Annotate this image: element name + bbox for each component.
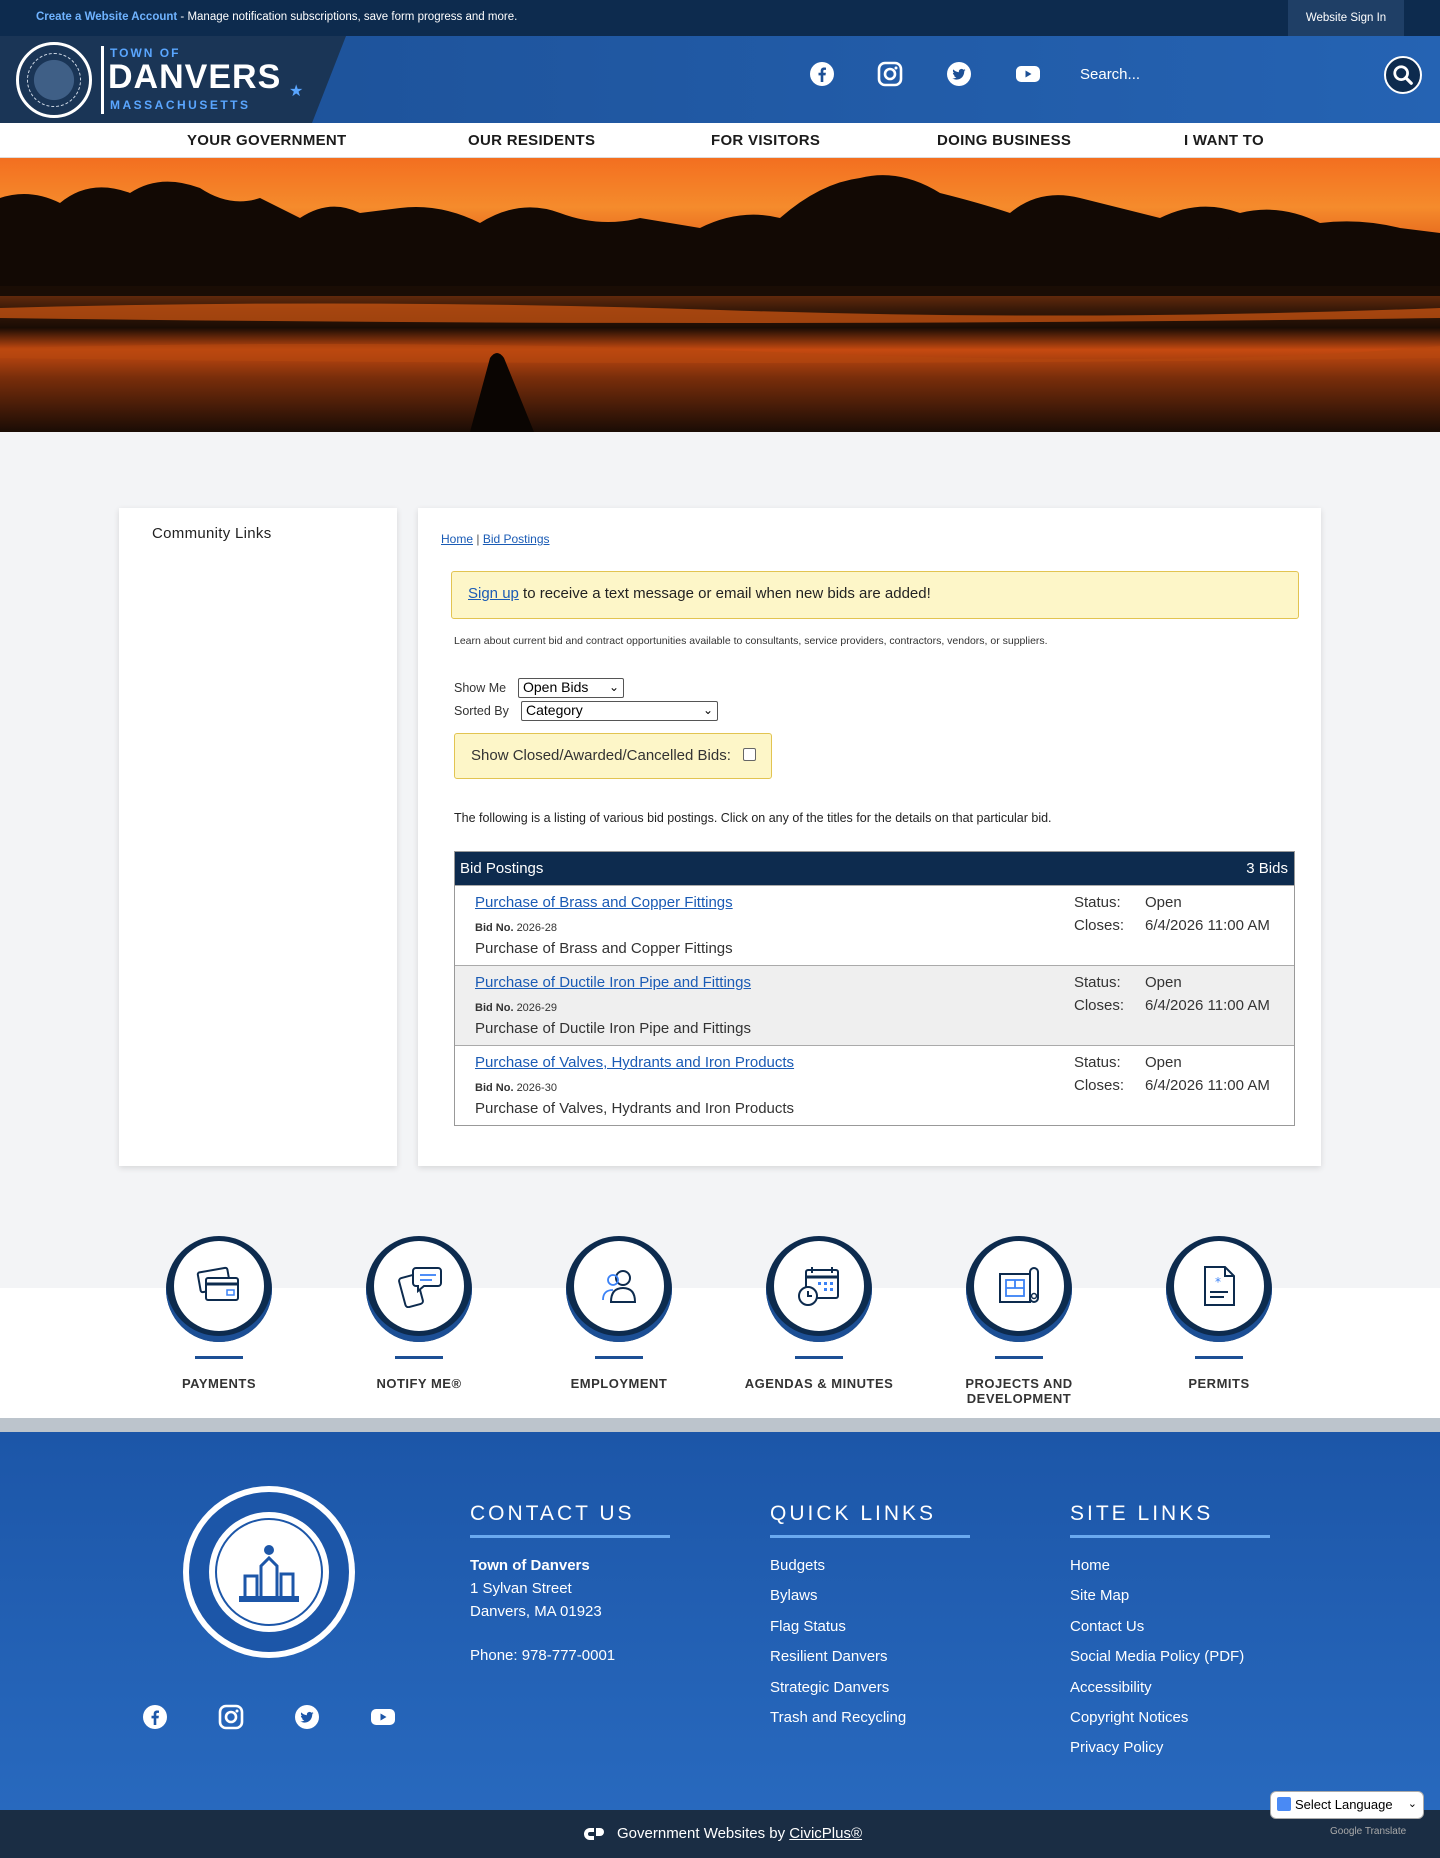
document-icon	[1199, 1264, 1239, 1308]
bid-number-label: Bid No.	[475, 1082, 514, 1094]
google-translate-icon	[1277, 1797, 1291, 1811]
quick-link-label: PAYMENTS	[181, 1376, 257, 1391]
breadcrumb	[441, 532, 550, 546]
contact-underline	[470, 1535, 670, 1538]
town-seal-icon	[16, 42, 92, 118]
quick-link-projects-development[interactable]	[919, 1236, 1119, 1406]
people-icon	[597, 1266, 641, 1306]
quick-link-bar	[1195, 1356, 1243, 1359]
contact-heading: CONTACT US	[470, 1502, 635, 1525]
intro-text: Learn about current bid and contract opportunities available to consultants, service providers, contractors, vendors, or suppliers.	[454, 635, 1048, 647]
sidebar-title: Community Links	[152, 525, 272, 542]
quick-link-bar	[795, 1356, 843, 1359]
youtube-icon[interactable]	[370, 1704, 396, 1730]
listing-description: The following is a listing of various bid postings. Click on any of the titles for the details on that particular bid.	[454, 811, 1052, 825]
bid-title-link[interactable]: Purchase of Ductile Iron Pipe and Fittings	[475, 974, 751, 991]
government-websites-credit	[617, 1825, 862, 1842]
site-logo[interactable]	[0, 36, 312, 123]
logo-town-name: DANVERS	[108, 58, 282, 96]
status-label: Status:	[1074, 1054, 1121, 1071]
footer-link-accessibility[interactable]: Accessibility	[1070, 1679, 1152, 1696]
footer-link-social-media-policy[interactable]: Social Media Policy (PDF)	[1070, 1648, 1245, 1665]
nav-your-government[interactable]: YOUR GOVERNMENT	[187, 132, 347, 149]
bid-number-value: 2026-28	[516, 922, 557, 934]
language-select[interactable]	[1270, 1791, 1424, 1819]
sidebar	[119, 508, 397, 1166]
google-translate-credit: Google Translate	[1330, 1826, 1407, 1837]
quick-link-bar	[595, 1356, 643, 1359]
bid-number-value: 2026-29	[516, 1002, 557, 1014]
sorted-by-value: Category	[526, 702, 583, 718]
contact-phone: Phone: 978-777-0001	[470, 1647, 616, 1664]
nav-doing-business[interactable]: DOING BUSINESS	[937, 132, 1072, 149]
signup-text: to receive a text message or email when new bids are added!	[518, 585, 931, 602]
contact-org: Town of Danvers	[470, 1557, 590, 1574]
section-divider	[0, 1418, 1440, 1432]
youtube-icon[interactable]	[1015, 61, 1041, 87]
quick-link-notify-me[interactable]	[319, 1236, 519, 1391]
show-me-value: Open Bids	[523, 679, 589, 695]
closes-value: 6/4/2026 11:00 AM	[1145, 1077, 1270, 1094]
quick-link-label: NOTIFY ME®	[376, 1376, 462, 1391]
nav-our-residents[interactable]: OUR RESIDENTS	[468, 132, 596, 149]
quick-link-label: AGENDAS & MINUTES	[744, 1376, 894, 1391]
footer-link-flag-status[interactable]: Flag Status	[770, 1618, 846, 1635]
nav-i-want-to[interactable]: I WANT TO	[1184, 132, 1264, 149]
quick-link-label: PERMITS	[1188, 1376, 1250, 1391]
chevron-down-icon: ⌄	[702, 703, 713, 717]
bottom-bar	[0, 1810, 1440, 1858]
account-message-text: - Manage notification subscriptions, save form progress and more.	[177, 11, 518, 23]
payment-card-icon	[196, 1266, 242, 1306]
nav-for-visitors[interactable]: FOR VISITORS	[711, 132, 821, 149]
footer-link-contact-us[interactable]: Contact Us	[1070, 1618, 1145, 1635]
instagram-icon[interactable]	[218, 1704, 244, 1730]
footer-link-privacy-policy[interactable]: Privacy Policy	[1070, 1739, 1164, 1756]
create-account-link[interactable]: Create a Website Account	[36, 11, 178, 23]
quick-link-permits[interactable]	[1119, 1236, 1319, 1391]
footer-link-home[interactable]: Home	[1070, 1557, 1111, 1574]
footer-link-budgets[interactable]: Budgets	[770, 1557, 826, 1574]
closes-value: 6/4/2026 11:00 AM	[1145, 917, 1270, 934]
closes-label: Closes:	[1074, 917, 1125, 934]
credit-text: Government Websites by	[617, 1825, 790, 1842]
bid-postings-table	[454, 851, 1295, 1126]
quick-link-circle	[766, 1236, 872, 1342]
signup-notice	[451, 571, 1299, 619]
chevron-down-icon: ⌄	[608, 680, 619, 694]
quick-link-employment[interactable]	[519, 1236, 719, 1391]
status-value: Open	[1145, 894, 1182, 911]
show-closed-label: Show Closed/Awarded/Cancelled Bids:	[471, 747, 731, 764]
bid-number	[475, 922, 557, 934]
quick-link-label: PROJECTS AND DEVELOPMENT	[965, 1376, 1073, 1406]
quick-link-circle	[566, 1236, 672, 1342]
instagram-icon[interactable]	[877, 61, 903, 87]
bid-description: Purchase of Brass and Copper Fittings	[475, 940, 733, 957]
site-links-underline	[1070, 1535, 1270, 1538]
table-row	[455, 965, 1294, 1045]
main-nav	[0, 123, 1440, 158]
quick-link-circle	[366, 1236, 472, 1342]
quick-link-label: EMPLOYMENT	[570, 1376, 668, 1391]
bid-number-label: Bid No.	[475, 922, 514, 934]
footer-link-site-map[interactable]: Site Map	[1070, 1587, 1130, 1604]
logo-state: MASSACHUSETTS	[110, 98, 251, 112]
footer	[0, 1432, 1440, 1810]
status-label: Status:	[1074, 974, 1121, 991]
show-me-select[interactable]	[518, 678, 624, 698]
twitter-icon[interactable]	[946, 61, 972, 87]
breadcrumb-home[interactable]: Home	[441, 532, 474, 546]
facebook-icon[interactable]	[809, 61, 835, 87]
sorted-by-label: Sorted By	[454, 704, 509, 718]
table-row	[455, 885, 1294, 965]
footer-link-bylaws[interactable]: Bylaws	[770, 1587, 818, 1604]
civicplus-logo-icon	[580, 1826, 606, 1842]
contact-street: 1 Sylvan Street	[470, 1580, 572, 1597]
hero-banner-image	[0, 158, 1440, 432]
quick-link-circle	[1166, 1236, 1272, 1342]
status-value: Open	[1145, 1054, 1182, 1071]
quick-link-agendas-minutes[interactable]	[719, 1236, 919, 1391]
twitter-icon[interactable]	[294, 1704, 320, 1730]
footer-link-strategic-danvers[interactable]: Strategic Danvers	[770, 1679, 890, 1696]
show-me-label: Show Me	[454, 681, 507, 695]
closes-label: Closes:	[1074, 1077, 1125, 1094]
bid-number-value: 2026-30	[516, 1082, 557, 1094]
bid-postings-title: Bid Postings	[460, 860, 544, 877]
status-label: Status:	[1074, 894, 1121, 911]
bid-count: 3 Bids	[1246, 860, 1288, 877]
closes-value: 6/4/2026 11:00 AM	[1145, 997, 1270, 1014]
calendar-clock-icon	[796, 1264, 842, 1308]
bid-postings-header	[455, 852, 1294, 885]
quick-links-underline	[770, 1535, 970, 1538]
quick-link-circle	[966, 1236, 1072, 1342]
phone-message-icon	[396, 1264, 442, 1308]
bid-title-link[interactable]: Purchase of Valves, Hydrants and Iron Products	[475, 1054, 795, 1071]
svg-text:*: *	[1215, 1275, 1221, 1289]
header	[0, 36, 1440, 123]
footer-link-copyright[interactable]: Copyright Notices	[1070, 1709, 1189, 1726]
signup-link[interactable]: Sign up	[468, 585, 519, 602]
facebook-icon[interactable]	[142, 1704, 168, 1730]
website-sign-in-button[interactable]: Website Sign In	[1288, 0, 1404, 36]
quick-link-bar	[195, 1356, 243, 1359]
search-button[interactable]	[1384, 56, 1422, 94]
breadcrumb-bid-postings[interactable]: Bid Postings	[482, 532, 550, 546]
quick-link-circle	[166, 1236, 272, 1342]
chevron-down-icon: ⌄	[1407, 1798, 1417, 1810]
table-row	[455, 1045, 1294, 1125]
top-bar	[0, 0, 1440, 36]
show-closed-filter	[454, 733, 772, 779]
bid-description: Purchase of Valves, Hydrants and Iron Products	[475, 1100, 795, 1117]
quick-link-bar	[395, 1356, 443, 1359]
status-value: Open	[1145, 974, 1182, 991]
town-seal-icon	[183, 1486, 355, 1658]
star-icon: ★	[289, 83, 304, 100]
show-closed-checkbox[interactable]	[743, 748, 756, 761]
footer-link-resilient-danvers[interactable]: Resilient Danvers	[770, 1648, 888, 1665]
main-content	[418, 508, 1321, 1166]
civicplus-link[interactable]: CivicPlus®	[789, 1825, 863, 1842]
search-icon	[1392, 64, 1414, 86]
search-input[interactable]	[1070, 50, 1370, 98]
account-message	[36, 11, 517, 23]
breadcrumb-separator: |	[476, 532, 480, 546]
language-select-label: Select Language	[1295, 1797, 1393, 1812]
bid-description: Purchase of Ductile Iron Pipe and Fittings	[475, 1020, 751, 1037]
logo-divider	[101, 46, 104, 114]
quick-link-bar	[995, 1356, 1043, 1359]
contact-city: Danvers, MA 01923	[470, 1603, 602, 1620]
bid-title-link[interactable]: Purchase of Brass and Copper Fittings	[475, 894, 733, 911]
site-links-heading: SITE LINKS	[1070, 1502, 1214, 1525]
quick-link-payments[interactable]	[119, 1236, 319, 1391]
bid-number	[475, 1002, 557, 1014]
closes-label: Closes:	[1074, 997, 1125, 1014]
bid-number	[475, 1082, 557, 1094]
sunset-silhouette	[0, 158, 1440, 432]
footer-link-trash-recycling[interactable]: Trash and Recycling	[770, 1709, 907, 1726]
blueprint-icon	[996, 1264, 1042, 1308]
quick-links-heading: QUICK LINKS	[770, 1502, 937, 1525]
logo-town-of: TOWN OF	[110, 46, 181, 60]
bid-number-label: Bid No.	[475, 1002, 514, 1014]
sorted-by-select[interactable]	[521, 701, 718, 721]
